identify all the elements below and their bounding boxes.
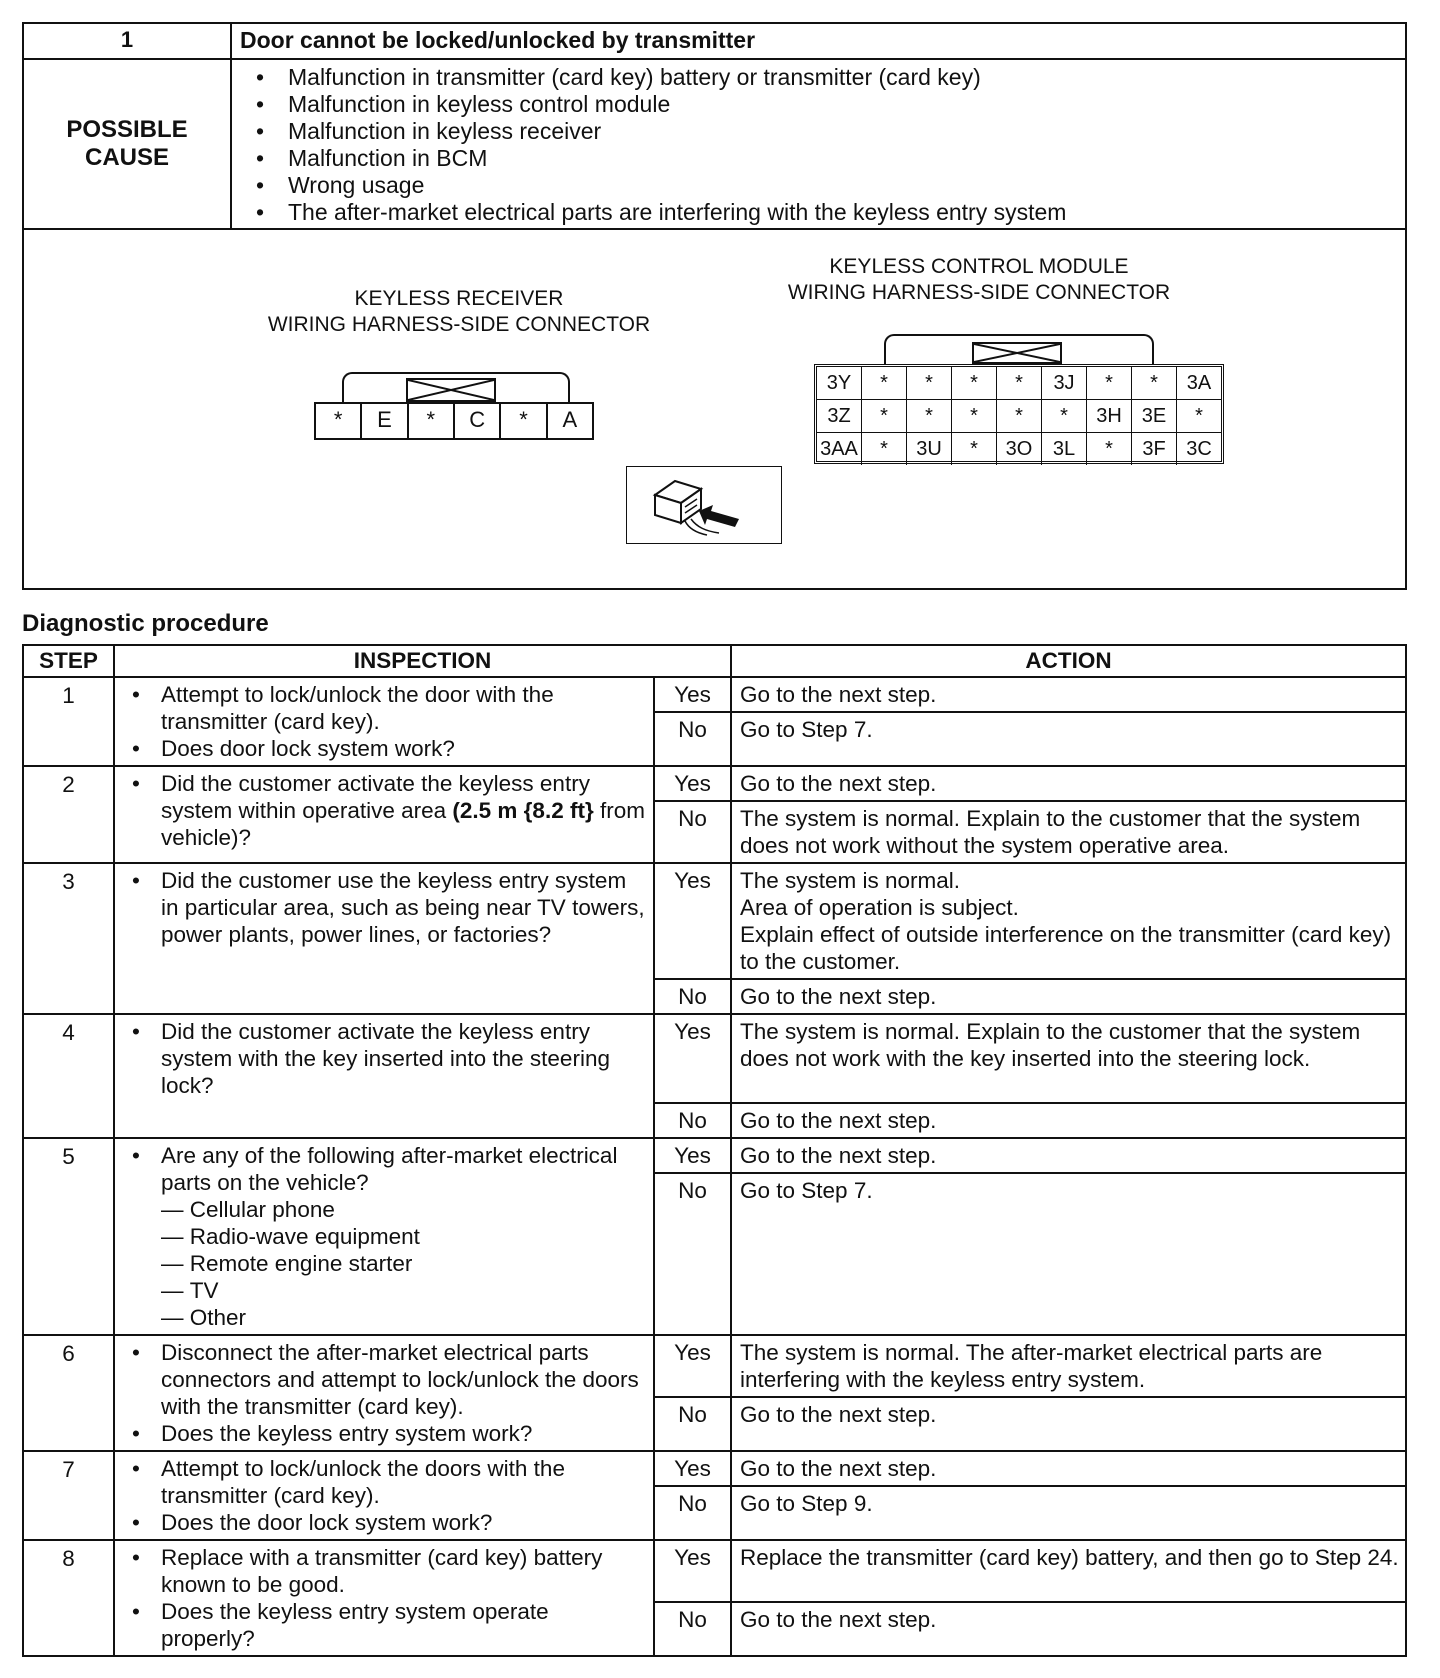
receiver-pin-row <box>314 402 594 440</box>
no-label: No <box>654 801 731 863</box>
module-pin-row <box>817 367 1221 400</box>
module-pin: * <box>862 400 907 432</box>
step-number: 8 <box>23 1540 114 1656</box>
no-label: No <box>654 1486 731 1540</box>
receiver-caption-line1: KEYLESS RECEIVER <box>354 287 564 310</box>
action-text: Go to Step 9. <box>740 1491 873 1516</box>
receiver-connector-latch <box>406 378 496 402</box>
module-pin: * <box>1042 400 1087 432</box>
step-number: 4 <box>23 1014 114 1138</box>
yes-action <box>731 1451 1406 1486</box>
no-label: No <box>654 712 731 766</box>
module-pin: 3A <box>1186 372 1212 394</box>
no-action <box>731 979 1406 1014</box>
yes-action <box>731 863 1406 979</box>
receiver-pin: A <box>562 407 578 432</box>
inspection-item: • Does the door lock system work? <box>115 1509 645 1536</box>
no-label: No <box>654 1397 731 1451</box>
connector-probe-icon <box>626 466 782 544</box>
cause-item: • Malfunction in keyless control module <box>232 91 1405 118</box>
latch-cross-icon <box>974 344 1060 362</box>
yes-label: Yes <box>654 1014 731 1103</box>
cause-item: • The after-market electrical parts are interfering with the keyless entry system <box>232 199 1405 226</box>
yes-action <box>731 677 1406 712</box>
action-text: Go to the next step. <box>740 771 937 796</box>
yes-label: Yes <box>654 1540 731 1602</box>
inspection-text: Are any of the following after-market electrical parts on the vehicle? <box>161 1143 618 1195</box>
step-header: STEP <box>23 645 114 677</box>
diagnostic-procedure-title: Diagnostic procedure <box>22 610 269 637</box>
no-action <box>731 1397 1406 1451</box>
module-pin: * <box>907 400 952 432</box>
yes-action <box>731 1335 1406 1397</box>
yes-label: Yes <box>654 1335 731 1397</box>
action-text: Go to Step 7. <box>740 717 873 742</box>
no-label: No <box>654 1173 731 1335</box>
list-item: — TV <box>161 1277 645 1304</box>
action-text: The system is normal. Explain to the customer that the system does not work with the key inserted into the steering lock. <box>740 1019 1361 1071</box>
no-action <box>731 1103 1406 1138</box>
inspection-cell <box>114 677 654 766</box>
symptom-title: Door cannot be locked/unlocked by transmitter <box>240 27 756 53</box>
module-pin: * <box>952 367 997 399</box>
action-text: Go to the next step. <box>740 1607 937 1632</box>
receiver-pin: * <box>409 404 455 438</box>
module-pin: * <box>997 367 1042 399</box>
no-action <box>731 801 1406 863</box>
inspection-cell <box>114 1451 654 1540</box>
no-label: No <box>654 1602 731 1656</box>
module-pin-row <box>817 433 1221 465</box>
module-pin: 3Z <box>817 400 862 432</box>
module-pin: 3U <box>907 433 952 465</box>
table-row <box>23 1451 1406 1486</box>
module-pin: * <box>952 400 997 432</box>
module-caption-line2: WIRING HARNESS-SIDE CONNECTOR <box>787 281 1171 304</box>
possible-cause-label-line1: POSSIBLE <box>66 116 188 143</box>
inspection-distance: (2.5 m {8.2 ft} <box>452 798 594 823</box>
no-label: No <box>654 979 731 1014</box>
yes-action <box>731 766 1406 801</box>
module-pin: 3L <box>1042 433 1087 465</box>
table-row <box>23 677 1406 712</box>
latch-cross-icon <box>408 380 494 400</box>
cause-item: • Wrong usage <box>232 172 1405 199</box>
inspection-cell <box>114 1014 654 1138</box>
diagnostic-table <box>22 644 1407 1657</box>
yes-action <box>731 1540 1406 1602</box>
inspection-header: INSPECTION <box>114 645 731 677</box>
yes-action <box>731 1138 1406 1173</box>
table-row <box>23 863 1406 979</box>
module-pin: 3AA <box>817 433 862 465</box>
step-number: 6 <box>23 1335 114 1451</box>
action-text: Go to the next step. <box>740 682 937 707</box>
module-pin: 3E <box>1132 400 1177 432</box>
module-pin: * <box>997 400 1042 432</box>
receiver-pin: C <box>455 404 501 438</box>
inspection-item: • Does the keyless entry system operate properly? <box>115 1598 645 1652</box>
table-row <box>23 1540 1406 1602</box>
cause-list <box>232 60 1405 228</box>
action-text: Area of operation is subject. <box>740 895 1019 920</box>
inspection-item: • Did the customer use the keyless entry system in particular area, such as being near TV towers, power plants, power lines, or factories? <box>115 867 645 948</box>
action-text: Go to Step 7. <box>740 1178 873 1204</box>
module-pin: 3C <box>1186 438 1212 460</box>
module-pin-row <box>817 400 1221 433</box>
module-pin: 3F <box>1132 433 1177 465</box>
module-caption <box>744 254 1214 306</box>
action-text: Replace the transmitter (card key) battery, and then go to Step 24. <box>740 1545 1399 1570</box>
table-row <box>23 1014 1406 1103</box>
action-header: ACTION <box>731 645 1406 677</box>
module-pin: 3Y <box>817 367 862 399</box>
yes-action <box>731 1014 1406 1103</box>
step-number: 2 <box>23 766 114 863</box>
table-row <box>23 766 1406 801</box>
receiver-pin: * <box>316 404 362 438</box>
table-row <box>23 1138 1406 1173</box>
module-pin: * <box>1087 367 1132 399</box>
inspection-item <box>115 1142 645 1331</box>
cause-item: • Malfunction in transmitter (card key) battery or transmitter (card key) <box>232 64 1405 91</box>
possible-cause-label-line2: CAUSE <box>84 144 169 171</box>
inspection-cell <box>114 1335 654 1451</box>
table-row <box>23 1335 1406 1397</box>
receiver-pin: * <box>501 404 547 438</box>
yes-label: Yes <box>654 1451 731 1486</box>
step-number: 3 <box>23 863 114 1014</box>
module-pin-grid <box>814 364 1224 464</box>
module-pin: 3H <box>1087 400 1132 432</box>
inspection-text: from vehicle)? <box>161 798 645 850</box>
action-text: Go to the next step. <box>740 1456 937 1481</box>
symptom-table <box>22 22 1407 590</box>
module-pin: 3J <box>1042 367 1087 399</box>
inspection-item: • Replace with a transmitter (card key) battery known to be good. <box>115 1544 645 1598</box>
list-item: — Other <box>161 1304 645 1331</box>
list-item: — Remote engine starter <box>161 1250 645 1277</box>
module-pin: * <box>1195 405 1203 427</box>
connector-figure <box>24 230 1405 588</box>
action-text: The system is normal. The after-market electrical parts are interfering with the keyless entry system. <box>740 1340 1323 1392</box>
no-action <box>731 1173 1406 1335</box>
yes-label: Yes <box>654 766 731 801</box>
no-action <box>731 1486 1406 1540</box>
receiver-caption-line2: WIRING HARNESS-SIDE CONNECTOR <box>267 313 651 336</box>
inspection-item: • Does the keyless entry system work? <box>115 1420 645 1447</box>
list-item: — Cellular phone <box>161 1196 645 1223</box>
symptom-number: 1 <box>24 24 232 58</box>
inspection-cell <box>114 766 654 863</box>
module-pin: * <box>952 433 997 465</box>
inspection-item <box>115 770 645 851</box>
inspection-cell <box>114 1138 654 1335</box>
possible-cause-label <box>24 60 232 228</box>
action-text: The system is normal. <box>740 868 961 893</box>
receiver-caption <box>224 286 694 338</box>
inspection-item: • Disconnect the after-market electrical parts connectors and attempt to lock/unlock the doors with the transmitter (card key). <box>115 1339 645 1420</box>
step-number: 5 <box>23 1138 114 1335</box>
yes-label: Yes <box>654 1138 731 1173</box>
no-action <box>731 1602 1406 1656</box>
inspection-item: • Attempt to lock/unlock the door with the transmitter (card key). <box>115 681 645 735</box>
cause-item: • Malfunction in BCM <box>232 145 1405 172</box>
connector-probe-drawing <box>627 467 780 542</box>
action-text: The system is normal. Explain to the customer that the system does not work without the system operative area. <box>740 806 1361 858</box>
module-pin: * <box>1087 433 1132 465</box>
action-text: Go to the next step. <box>740 984 937 1009</box>
no-action <box>731 712 1406 766</box>
inspection-item: • Does door lock system work? <box>115 735 645 762</box>
module-connector-latch <box>972 342 1062 364</box>
action-text: Go to the next step. <box>740 1143 937 1168</box>
inspection-cell <box>114 863 654 1014</box>
action-text: Go to the next step. <box>740 1108 937 1133</box>
module-connector <box>814 334 1224 464</box>
diagnostic-header-row <box>23 645 1406 677</box>
possible-cause-row <box>24 60 1405 230</box>
inspection-item: • Did the customer activate the keyless entry system with the key inserted into the steering lock? <box>115 1018 645 1099</box>
step-number: 7 <box>23 1451 114 1540</box>
symptom-header-row <box>24 24 1405 60</box>
list-item: — Radio-wave equipment <box>161 1223 645 1250</box>
no-label: No <box>654 1103 731 1138</box>
receiver-connector <box>314 372 594 442</box>
after-market-parts-list <box>161 1196 645 1331</box>
inspection-text: Did the customer activate the keyless entry system within operative area <box>161 771 590 823</box>
action-text: Explain effect of outside interference on the transmitter (card key) to the customer. <box>740 922 1392 974</box>
step-number: 1 <box>23 677 114 766</box>
module-pin: * <box>1132 367 1177 399</box>
action-text: Go to the next step. <box>740 1402 937 1427</box>
yes-label: Yes <box>654 863 731 979</box>
module-pin: * <box>862 367 907 399</box>
module-pin: * <box>862 433 907 465</box>
module-pin: 3O <box>997 433 1042 465</box>
receiver-pin: E <box>362 404 408 438</box>
inspection-item: • Attempt to lock/unlock the doors with the transmitter (card key). <box>115 1455 645 1509</box>
module-caption-line1: KEYLESS CONTROL MODULE <box>829 255 1129 278</box>
cause-item: • Malfunction in keyless receiver <box>232 118 1405 145</box>
inspection-cell <box>114 1540 654 1656</box>
module-pin: * <box>907 367 952 399</box>
yes-label: Yes <box>654 677 731 712</box>
